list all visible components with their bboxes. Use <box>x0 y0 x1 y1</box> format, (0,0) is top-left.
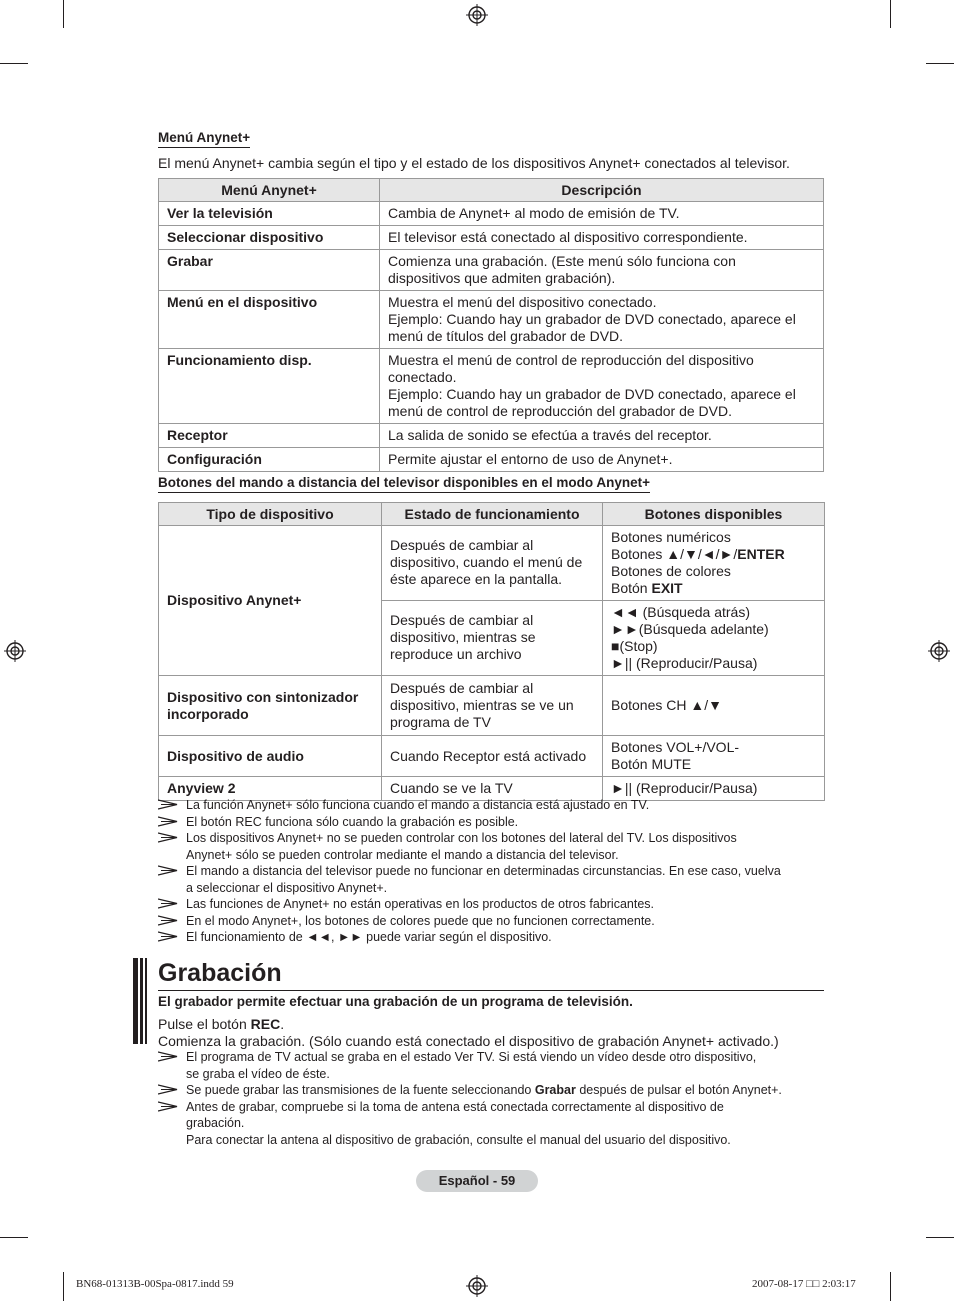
description-line: dispositivos que admiten grabación). <box>388 270 616 286</box>
note-line <box>186 1082 828 1099</box>
buttons-line: ■(Stop) <box>611 638 658 654</box>
menu-item-name: Seleccionar dispositivo <box>159 226 380 250</box>
note-arrow-icon <box>158 832 178 843</box>
note-arrow-icon <box>158 915 178 926</box>
crop-mark <box>63 0 64 28</box>
menu-item-name: Configuración <box>159 448 380 472</box>
buttons-section-title: Botones del mando a distancia del televisor disponibles en el modo Anynet+ <box>158 475 650 493</box>
available-buttons <box>603 601 825 676</box>
anynet-menu-table <box>158 178 824 472</box>
description-line: Comienza una grabación. (Este menú sólo funciona con <box>388 253 736 269</box>
column-header: Tipo de dispositivo <box>159 503 382 526</box>
menu-item-description <box>380 226 824 250</box>
menu-item-description <box>380 250 824 291</box>
note-item <box>158 929 828 946</box>
note-line: Anynet+ sólo se pueden controlar mediante el mando a distancia del televisor. <box>186 847 619 862</box>
state-line: Después de cambiar al <box>390 612 534 628</box>
grabacion-notes <box>158 1049 828 1148</box>
crop-mark <box>926 63 954 64</box>
buttons-line: Botones de colores <box>611 563 731 579</box>
table-row <box>159 424 824 448</box>
menu-item-description <box>380 448 824 472</box>
instruction-text: . <box>280 1016 285 1032</box>
buttons-line: Botones numéricos <box>611 529 731 545</box>
device-type: Anyview 2 <box>159 777 382 801</box>
buttons-line <box>611 580 816 597</box>
note-arrow-icon <box>158 799 178 810</box>
description-line: Permite ajustar el entorno de uso de Anynet+. <box>388 451 673 467</box>
description-line: menú de títulos del grabador de DVD. <box>388 328 624 344</box>
table-row <box>159 676 825 736</box>
note-item <box>158 913 828 930</box>
note-arrow-icon <box>158 865 178 876</box>
state-line: reproduce un archivo <box>390 646 522 662</box>
device-type: Dispositivo Anynet+ <box>159 526 382 676</box>
available-buttons <box>603 526 825 601</box>
crop-mark <box>63 1272 64 1301</box>
buttons-text: Botón <box>611 580 652 596</box>
footer-date: 2007-08-17 □□ 2:03:17 <box>752 1278 856 1290</box>
column-header: Botones disponibles <box>603 503 825 526</box>
menu-item-description <box>380 291 824 349</box>
menu-item-description <box>380 424 824 448</box>
crop-mark <box>926 1237 954 1238</box>
registration-mark-icon <box>4 640 26 662</box>
remote-buttons-table <box>158 502 825 801</box>
footer-file-name: BN68-01313B-00Spa-0817.indd 59 <box>76 1278 234 1290</box>
rec-button-label: REC <box>250 1016 281 1032</box>
crop-mark <box>890 0 891 28</box>
available-buttons: Botones CH ▲/▼ <box>603 676 825 736</box>
buttons-line: Botón MUTE <box>611 756 692 772</box>
device-type-line: incorporado <box>167 705 249 722</box>
note-item <box>158 863 828 896</box>
note-text: después de pulsar el botón Anynet+. <box>575 1083 782 1097</box>
note-item <box>158 1049 828 1082</box>
column-header: Estado de funcionamiento <box>382 503 603 526</box>
menu-item-description <box>380 202 824 226</box>
note-line: se graba el vídeo de éste. <box>186 1066 330 1081</box>
table-row <box>159 250 824 291</box>
title-rule <box>158 990 824 991</box>
operating-state <box>382 526 603 601</box>
menu-item-name: Menú en el dispositivo <box>159 291 380 349</box>
device-type: Dispositivo de audio <box>159 736 382 777</box>
description-line: Muestra el menú de control de reproducción del dispositivo <box>388 352 754 368</box>
column-header: Descripción <box>380 179 824 202</box>
operating-state: Cuando se ve la TV <box>382 777 603 801</box>
menu-item-name: Receptor <box>159 424 380 448</box>
note-line: Los dispositivos Anynet+ no se pueden controlar con los botones del lateral del TV. Los dispositivos <box>186 831 737 845</box>
note-arrow-icon <box>158 1101 178 1112</box>
enter-button-label: ENTER <box>737 546 785 562</box>
registration-mark-icon <box>928 640 950 662</box>
note-arrow-icon <box>158 1051 178 1062</box>
description-line: Muestra el menú del dispositivo conectado. <box>388 294 657 310</box>
instruction-text: Pulse el botón <box>158 1016 251 1032</box>
note-arrow-icon <box>158 816 178 827</box>
note-line: En el modo Anynet+, los botones de colores puede que no funcionen correctamente. <box>186 913 655 928</box>
description-line: Ejemplo: Cuando hay un grabador de DVD conectado, aparece el <box>388 386 796 402</box>
note-arrow-icon <box>158 931 178 942</box>
device-type <box>159 676 382 736</box>
state-line: Después de cambiar al <box>390 680 534 696</box>
note-line: El mando a distancia del televisor puede no funcionar en determinadas circunstancias. En ese caso, vuelva <box>186 864 781 878</box>
state-line: dispositivo, mientras se ve un <box>390 697 574 713</box>
note-line: Las funciones de Anynet+ no están operativas en los productos de otros fabricantes. <box>186 897 655 911</box>
description-line: La salida de sonido se efectúa a través del receptor. <box>388 427 712 443</box>
state-line: programa de TV <box>390 714 491 730</box>
note-line: El programa de TV actual se graba en el estado Ver TV. Si está viendo un vídeo desde otro dispositivo, <box>186 1050 757 1064</box>
note-item <box>158 896 828 913</box>
state-line: éste aparece en la pantalla. <box>390 571 563 587</box>
description-line: menú de control de reproducción del grabador de DVD. <box>388 403 732 419</box>
grabacion-title: Grabación <box>158 959 282 987</box>
exit-button-label: EXIT <box>651 580 683 596</box>
menu-item-name: Grabar <box>159 250 380 291</box>
table-row <box>159 526 825 601</box>
registration-mark-icon <box>466 4 488 26</box>
note-line: Antes de grabar, compruebe si la toma de antena está conectada correctamente al dispositivo de <box>186 1099 724 1114</box>
note-line: La función Anynet+ sólo funciona cuando el mando a distancia está ajustado en TV. <box>186 798 650 812</box>
operating-state <box>382 676 603 736</box>
press-rec-instruction <box>158 1016 284 1033</box>
note-arrow-icon <box>158 1084 178 1095</box>
note-line: El botón REC funciona sólo cuando la grabación es posible. <box>186 814 519 829</box>
available-buttons <box>603 736 825 777</box>
note-arrow-icon <box>158 898 178 909</box>
table-row <box>159 736 825 777</box>
buttons-line <box>611 546 816 563</box>
note-item <box>158 830 828 863</box>
description-line: Cambia de Anynet+ al modo de emisión de TV. <box>388 205 680 221</box>
buttons-line: ►►(Búsqueda adelante) <box>611 621 769 637</box>
crop-mark <box>0 1237 28 1238</box>
menu-section-title: Menú Anynet+ <box>158 130 250 148</box>
buttons-line: ►|| (Reproducir/Pausa) <box>611 655 758 671</box>
note-item <box>158 1082 828 1099</box>
column-header: Menú Anynet+ <box>159 179 380 202</box>
state-line: Después de cambiar al <box>390 537 534 553</box>
note-line: a seleccionar el dispositivo Anynet+. <box>186 880 388 895</box>
table-row <box>159 291 824 349</box>
note-item <box>158 797 828 814</box>
note-line: grabación. <box>186 1116 245 1130</box>
buttons-text: Botones ▲/▼/◄/►/ <box>611 546 738 562</box>
note-line: El funcionamiento de ◄◄, ►► puede variar según el dispositivo. <box>186 930 552 944</box>
table-header-row <box>159 503 825 526</box>
note-item <box>158 814 828 831</box>
description-line: conectado. <box>388 369 457 385</box>
page-number-badge: Español - 59 <box>416 1170 538 1192</box>
recording-start-text: Comienza la grabación. (Sólo cuando está conectado el dispositivo de grabación Anynet+ activado.) <box>158 1033 779 1049</box>
menu-item-name: Ver la televisión <box>159 202 380 226</box>
crop-mark <box>0 63 28 64</box>
available-buttons: ►|| (Reproducir/Pausa) <box>603 777 825 801</box>
grabar-label: Grabar <box>534 1083 576 1097</box>
menu-section-intro: El menú Anynet+ cambia según el tipo y el estado de los dispositivos Anynet+ conectados al televisor. <box>158 155 790 171</box>
description-line: El televisor está conectado al dispositivo correspondiente. <box>388 229 748 245</box>
table-row <box>159 226 824 250</box>
description-line: Ejemplo: Cuando hay un grabador de DVD conectado, aparece el <box>388 311 796 327</box>
grabacion-subtitle: El grabador permite efectuar una grabación de un programa de televisión. <box>158 994 633 1009</box>
operating-state: Cuando Receptor está activado <box>382 736 603 777</box>
crop-mark <box>890 1272 891 1301</box>
anynet-notes <box>158 797 828 946</box>
section-bar-icon <box>133 958 148 1044</box>
buttons-line: Botones VOL+/VOL- <box>611 739 740 755</box>
state-line: dispositivo, cuando el menú de <box>390 554 583 570</box>
buttons-line: ◄◄ (Búsqueda atrás) <box>611 604 750 620</box>
table-row <box>159 448 824 472</box>
device-type-line: Dispositivo con sintonizador <box>167 688 359 705</box>
note-line: Para conectar la antena al dispositivo de grabación, consulte el manual del usuario del dispositivo. <box>186 1132 731 1147</box>
table-row <box>159 349 824 424</box>
table-row <box>159 202 824 226</box>
state-line: dispositivo, mientras se <box>390 629 536 645</box>
note-item <box>158 1099 828 1149</box>
menu-item-description <box>380 349 824 424</box>
note-text: Se puede grabar las transmisiones de la fuente seleccionando <box>186 1083 535 1097</box>
table-header-row <box>159 179 824 202</box>
registration-mark-icon <box>466 1275 488 1297</box>
operating-state <box>382 601 603 676</box>
menu-item-name: Funcionamiento disp. <box>159 349 380 424</box>
